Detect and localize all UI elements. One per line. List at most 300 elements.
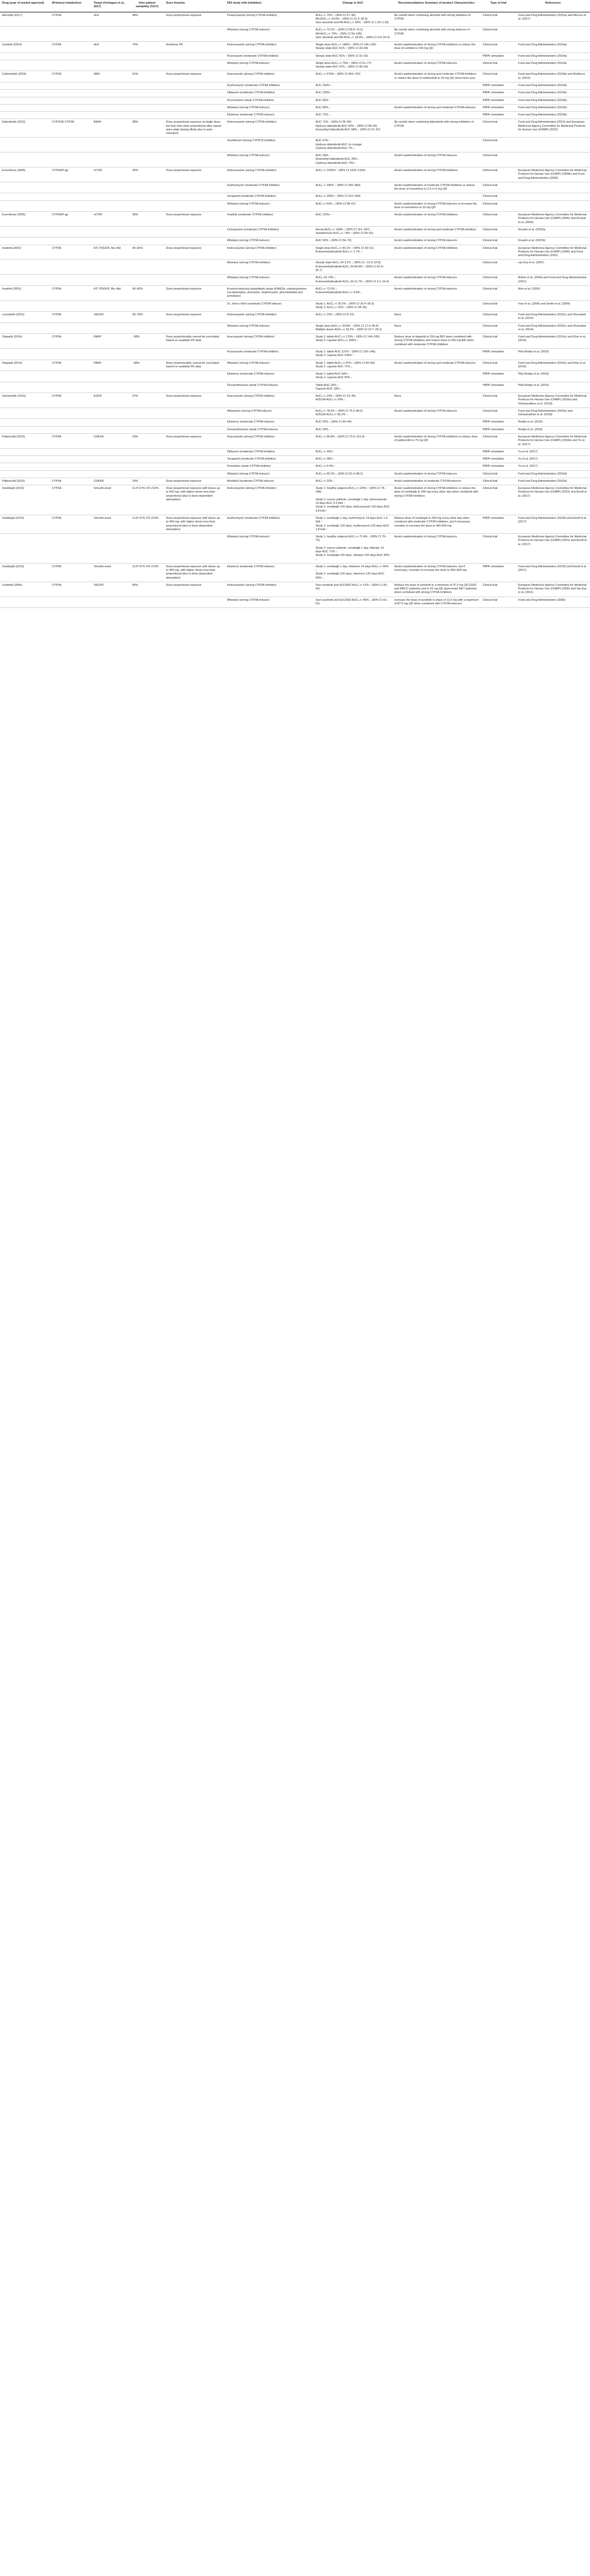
variability-cell: ~38% [130, 360, 164, 371]
reference-cell: Pilla Reddy et al. (2019) [516, 349, 590, 360]
target-cell [92, 238, 130, 245]
ddi-study-cell: St. John's Wort (moderate CYP3A inducer) [225, 300, 314, 312]
ddi-study-cell: Rifampin (strong CYP3A inducer) [225, 275, 314, 286]
variability-cell [130, 382, 164, 393]
recommendation-cell [392, 112, 481, 119]
ddi-study-cell: Itraconazole (strong CYP3A inhibitor) [225, 393, 314, 408]
header-ddi-study: DDI study with (inhibitor) [225, 0, 314, 12]
ddi-study-cell: Itraconazole (strong CYP3A inhibitor) [225, 334, 314, 349]
header-trial-type: Type of trial [481, 0, 516, 12]
reference-cell: Wen et al. (2006) [516, 285, 590, 300]
auc-change-cell: Sum sunitinib and SU12662 AUC₀-∞ 51% ↑ (90% CI 39–64) [313, 582, 392, 597]
table-row [0, 456, 590, 463]
trial-type-cell: Clinical trial [481, 226, 516, 238]
recommendation-cell: Be careful when combining dabrafenib with strong inhibitors of CYP3A [392, 119, 481, 138]
trial-type-cell: PBPK simulation [481, 515, 516, 533]
target-cell [92, 97, 130, 104]
reference-cell [516, 182, 590, 193]
recommendation-cell: None [392, 393, 481, 408]
dose-linearity-cell: Dose proportional exposure [164, 478, 225, 485]
drug-cell [0, 238, 50, 245]
reference-cell: Food and Drug Administration (2015a) and Morcos et al. (2017) [516, 12, 590, 27]
metabolism-cell [50, 238, 92, 245]
auc-change-cell: AUC₀-∞ 24% ↑ (90% CI 15–35) AZ5104 AUC₀-∞ 20% ↓ [313, 393, 392, 408]
ddi-study-cell: Posaconazole (strong CYP3A inhibitor) [225, 12, 314, 27]
dose-linearity-cell: Dose proportional exposure with doses up to 400 mg, with higher doses less than proportional (due to dose-dependent absorption) [164, 563, 225, 582]
dose-linearity-cell: Dose proportional exposure [164, 582, 225, 597]
trial-type-cell: PBPK simulation [481, 563, 516, 582]
variability-cell [130, 371, 164, 382]
ddi-study-cell: Imatinib (moderate CYP3A inhibitor) [225, 212, 314, 227]
trial-type-cell: PBPK simulation [481, 53, 516, 60]
auc-change-cell: AUC 47% ↑ Hydroxy-dabrafenib AUC no change Carboxy-dabrafenib AUC 7% ↓ [313, 138, 392, 152]
auc-change-cell: AUC 34% ↓ Desmethyl-dabrafenib AUC 30% ↓ Carboxy-dabrafenib AUC 73% ↑ [313, 152, 392, 167]
ddi-study-cell: Rifampin (strong CYP3A inducer) [225, 238, 314, 245]
ddi-study-cell: Rifampin (strong CYP3A inducer) [225, 360, 314, 371]
ddi-study-cell: Rifampin (strong CYP3A inducer) [225, 534, 314, 564]
ddi-study-cell: Rifampin (strong CYP3A inducer) [225, 27, 314, 42]
variability-cell: 36% [130, 167, 164, 182]
metabolism-cell [50, 597, 92, 608]
drug-cell [0, 382, 50, 393]
variability-cell: ~38% [130, 334, 164, 349]
dose-linearity-cell: Dose proportional exposure [164, 433, 225, 448]
recommendation-cell: Avoid coadministration of strong CYP3A inducers, but if necessary, consider to increase the dose to 400–600 mg [392, 563, 481, 582]
dose-linearity-cell: Dose proportional exposure [164, 71, 225, 82]
reference-cell: Pilla Reddy et al. (2019) [516, 382, 590, 393]
target-cell [92, 534, 130, 564]
dose-linearity-cell [164, 448, 225, 455]
reference-cell: Food and Drug Administration (2015f) and Einolf et al. (2017) [516, 563, 590, 582]
header-row [0, 0, 590, 12]
target-cell: MEK [92, 71, 130, 82]
target-cell: KIT, PDGFR, Bcr-Abl [92, 285, 130, 300]
recommendation-cell: Avoid coadministration of strong and moderate CYP3A inducers [392, 360, 481, 371]
drug-cell [0, 260, 50, 275]
target-cell: Smooth-ened [92, 485, 130, 515]
reference-cell: Yu et al. (2017) [516, 456, 590, 463]
metabolism-cell: CYP3A [50, 334, 92, 349]
table-row [0, 300, 590, 312]
variability-cell [130, 463, 164, 470]
trial-type-cell: Clinical trial [481, 300, 516, 312]
ddi-study-cell: Verapamil (moderate CYP3A inhibitor) [225, 456, 314, 463]
target-cell [92, 470, 130, 478]
recommendation-cell: Avoid coadministration of strong CYP3A inducers [392, 238, 481, 245]
recommendation-cell [392, 260, 481, 275]
metabolism-cell [50, 463, 92, 470]
recommendation-cell: Avoid coadministration of moderate CYP3A inhibitors or reduce the dose of everolimus to 2.5 or 5 mg QD [392, 182, 481, 193]
recommendation-cell [392, 349, 481, 360]
drug-cell [0, 323, 50, 334]
trial-type-cell: PBPK simulation [481, 112, 516, 119]
reference-cell: Kovarik et al. (2002a) [516, 226, 590, 238]
ddi-study-cell: Enzyme-inducing antiepileptic drugs (EIAEDs: carbamazepine, oxcarbazepine, phenytoin, fosphenytoin, phenobarbital and primidone) [225, 285, 314, 300]
drug-cell: Imatinib (2001) [0, 285, 50, 300]
reference-cell: Food and Drug Administration (2015f) and Einolf et al. (2017) [516, 515, 590, 533]
recommendation-cell [392, 426, 481, 433]
ddi-study-cell: Ketoconazole (strong CYP3A inhibitor) [225, 119, 314, 138]
drug-cell: Palbociclib (2015) [0, 433, 50, 448]
ddi-study-cell: Rifampin (strong CYP3A inducer) [225, 470, 314, 478]
ddi-study-cell: Efavirenz (moderate CYP3A inducer) [225, 419, 314, 426]
reference-cell: Food and Drug Administration (2013) and European Medicines Agency Committee for Medicinal Products for Human Use (CHMP) (2013) [516, 119, 590, 138]
auc-change-cell: AUC 42% ↓ (90% CI 40–44) [313, 419, 392, 426]
drug-cell [0, 371, 50, 382]
drug-cell [0, 349, 50, 360]
header-recommendations: Recommendations Summary of product Characteristics [392, 0, 481, 12]
target-cell: VEGFR [92, 582, 130, 597]
reference-cell: Yu et al. (2017) [516, 448, 590, 455]
drug-cell [0, 300, 50, 312]
dose-linearity-cell [164, 112, 225, 119]
ddi-study-cell: Fluconazole (moderate CYP3A inhibitor) [225, 349, 314, 360]
drug-cell [0, 226, 50, 238]
dose-linearity-cell: Dose proportional exposure [164, 312, 225, 323]
auc-change-cell: AUC₀-∞ 72.3% ↓ N-desmethylimatinib AUC₀-∞ 9.8% ↓ [313, 285, 392, 300]
target-cell [92, 463, 130, 470]
reference-cell [516, 152, 590, 167]
trial-type-cell: PBPK simulation [481, 97, 516, 104]
trial-type-cell: Clinical trial [481, 275, 516, 286]
trial-type-cell: Clinical trial [481, 42, 516, 53]
ddi-study-cell: Ritonavir (strong CYP3A inhibitor) [225, 260, 314, 275]
dose-linearity-cell [164, 90, 225, 97]
metabolism-cell [50, 371, 92, 382]
dose-linearity-cell [164, 53, 225, 60]
metabolism-cell: CYP3A [50, 42, 92, 53]
target-cell [92, 82, 130, 89]
trial-type-cell: Clinical trial [481, 119, 516, 138]
variability-cell [130, 275, 164, 286]
dose-linearity-cell: Dose proportionality cannot be concluded based on available PK data [164, 334, 225, 349]
target-cell: VEGFR [92, 312, 130, 323]
table-row [0, 275, 590, 286]
metabolism-cell [50, 53, 92, 60]
table-row [0, 104, 590, 111]
metabolism-cell [50, 138, 92, 152]
dose-linearity-cell [164, 104, 225, 111]
ddi-study-cell: Dexamethasone (weak CYP3A inducer) [225, 426, 314, 433]
dose-linearity-cell: Dose proportional exposure [164, 393, 225, 408]
table-row [0, 349, 590, 360]
ddi-study-cell: Rifampin (strong CYP3A inducer) [225, 200, 314, 212]
auc-change-cell: Study 1: tablet AUC 121% ↑ (90% CI 100–146) Study 2: capsule AUC 104% ↑ [313, 349, 392, 360]
ddi-study-cell: Ketoconazole (strong CYP3A inhibitor) [225, 582, 314, 597]
header-references: References [516, 0, 590, 12]
drug-cell [0, 112, 50, 119]
target-cell [92, 260, 130, 275]
trial-type-cell: Clinical trial [481, 71, 516, 82]
target-cell [92, 456, 130, 463]
recommendation-cell: Reduce the dose of sunitinib to a minimum of 37.5 mg QD (GIST and MRCC patients) and to 25 mg QD (pancreatic NET patients) when combined with strong CYP3A inhibitors [392, 582, 481, 597]
auc-change-cell: AUC 333% ↑ [313, 82, 392, 89]
variability-cell [130, 300, 164, 312]
drug-cell [0, 104, 50, 111]
target-cell [92, 382, 130, 393]
recommendation-cell: Avoid coadministration of strong and moderate CYP3A inducers [392, 104, 481, 111]
metabolism-cell [50, 382, 92, 393]
target-cell [92, 60, 130, 71]
reference-cell: Food and Drug Administration (2015b) [516, 82, 590, 89]
target-cell [92, 323, 130, 334]
table-row [0, 245, 590, 260]
table-row [0, 167, 590, 182]
table-row [0, 408, 590, 419]
auc-change-cell: AUC₀-∞ 40% ↑ [313, 448, 392, 455]
recommendation-cell: Increase the dose of sunitinib in steps of 12.5 mg with a maximum of 87.5 mg QD when combined with CYP3A inducers [392, 597, 481, 608]
metabolism-cell: CYP3A [50, 12, 92, 27]
metabolism-cell: CYP3A [50, 312, 92, 323]
reference-cell: European Medicines Agency Committee for Medicinal Products for Human Use (CHMP) (2006) and Food and Drug Administration (2001) [516, 245, 590, 260]
auc-change-cell: AUC₀-∞ 570% ↑ (90% CI 464–702) [313, 71, 392, 82]
table-row [0, 563, 590, 582]
metabolism-cell [50, 97, 92, 104]
trial-type-cell: Clinical trial [481, 27, 516, 42]
dose-linearity-cell [164, 323, 225, 334]
target-cell: Smooth-ened [92, 563, 130, 582]
target-cell [92, 200, 130, 212]
target-cell [92, 597, 130, 608]
dose-linearity-cell [164, 193, 225, 200]
variability-cell [130, 53, 164, 60]
table-header [0, 0, 590, 12]
table-row [0, 238, 590, 245]
ddi-study-cell: Ketoconazole (strong CYP3A inhibitor) [225, 485, 314, 515]
variability-cell: 36% [130, 212, 164, 227]
drug-cell [0, 27, 50, 42]
ddi-study-cell: Efavirenz (moderate CYP3A inducer) [225, 371, 314, 382]
metabolism-cell: CYP3A [50, 393, 92, 408]
variability-cell [130, 182, 164, 193]
drug-cell: Cobimetinib (2015) [0, 71, 50, 82]
metabolism-cell [50, 82, 92, 89]
drug-cell [0, 138, 50, 152]
variability-cell [130, 112, 164, 119]
metabolism-cell [50, 112, 92, 119]
recommendation-cell: Be careful when combining alectinib with strong inducers of CYP3A [392, 27, 481, 42]
auc-change-cell: AUC 72% ↓ [313, 112, 392, 119]
dose-linearity-cell [164, 463, 225, 470]
drug-cell: Everolimus (2009) [0, 167, 50, 182]
target-cell [92, 90, 130, 97]
recommendation-cell: Avoid coadministration of strong CYP3A inducers or increase the dose of everolimus to 20 mg QD [392, 200, 481, 212]
metabolism-cell: CYP3A/P-gp [50, 212, 92, 227]
recommendation-cell: Avoid coadministration of strong CYP3A inhibitors or reduce the dose of ceritinib to 150 mg QD [392, 42, 481, 53]
auc-change-cell: Neoral AUC₀-∞ 168% ↑ (90% CI 151–187) Sandimmune AUC₀-∞ 74% ↑ (90% CI 59–91) [313, 226, 392, 238]
metabolism-cell: CYP2C8/ CYP3A [50, 119, 92, 138]
trial-type-cell: PBPK simulation [481, 349, 516, 360]
reference-cell: Frye et al. (2004) and Smith et al. (2004) [516, 300, 590, 312]
variability-cell: CL/F 67% V/F 213% [130, 485, 164, 515]
recommendation-cell: Avoid coadministration of strong CYP3A inducers [392, 470, 481, 478]
reference-cell: Food and Drug Administration (2015b) [516, 104, 590, 111]
drug-cell: Sunitinib (2006) [0, 582, 50, 597]
recommendation-cell: Avoid coadministration of strong CYP3A inducers [392, 408, 481, 419]
table-row [0, 71, 590, 82]
auc-change-cell: AUC₀-24 74% ↓ N-desmethylimatinib AUC₀-24 11.7% ↓ (90% CI 3.2–19.4) [313, 275, 392, 286]
metabolism-cell [50, 27, 92, 42]
recommendation-cell: Avoid coadministration of strong CYP3A inducers [392, 285, 481, 300]
header-dose-linearity: Dose linearity [164, 0, 225, 12]
dose-linearity-cell: Nonlinear PK [164, 42, 225, 53]
drug-cell [0, 97, 50, 104]
ddi-study-cell: Rifampin (strong CYP3A inducer) [225, 597, 314, 608]
dose-linearity-cell [164, 419, 225, 426]
auc-change-cell: AUC 83% ↑ [313, 97, 392, 104]
metabolism-cell [50, 152, 92, 167]
auc-change-cell: AUC₀-∞ 73.2% ↓ (90% CI 69.8–76.2) M4 AUC₀-∞ 79% ↑ (90% CI 56–105) Sum alectinib and M4 AUC₀-∞ 18.6% ↓ (90% CI 9.9–26.4) [313, 27, 392, 42]
drug-cell [0, 448, 50, 455]
trial-type-cell: Clinical trial [481, 182, 516, 193]
trial-type-cell: Clinical trial [481, 334, 516, 349]
auc-change-cell: AUC 210% ↑ [313, 212, 392, 227]
table-row [0, 515, 590, 533]
variability-cell [130, 152, 164, 167]
table-row [0, 323, 590, 334]
metabolism-cell [50, 226, 92, 238]
reference-cell: Food and Drug Administration (2015d) [516, 478, 590, 485]
recommendation-cell: Reduce dose of sonidegib to 200 mg every other day when combined with moderate CYP3A inhibitors, but if necessary, consider to increase the dose to 400-600 mg [392, 515, 481, 533]
dose-linearity-cell [164, 349, 225, 360]
auc-change-cell: AUC₀-∞ 78.3% ↓ (90% CI 76.2–80.5) AZ5104 AUC₀-∞ 82.2% ↓ [313, 408, 392, 419]
recommendation-cell: Avoid coadministration of strong CYP3A inhibitors or reduce dose of palbociclib to 75 mg QD [392, 433, 481, 448]
ddi-table [0, 0, 590, 608]
recommendation-cell [392, 456, 481, 463]
drug-cell [0, 419, 50, 426]
drug-cell [0, 53, 50, 60]
header-drug: Drug (year of market approval) [0, 0, 50, 12]
target-cell [92, 371, 130, 382]
dose-linearity-cell [164, 138, 225, 152]
drug-cell [0, 456, 50, 463]
trial-type-cell: PBPK simulation [481, 426, 516, 433]
recommendation-cell [392, 53, 481, 60]
target-cell: mTOR [92, 167, 130, 182]
table-body [0, 12, 590, 608]
reference-cell: Food and Drug Administration (2014a) [516, 60, 590, 71]
drug-cell: Sonidegib (2015) [0, 485, 50, 515]
dose-linearity-cell [164, 27, 225, 42]
dose-linearity-cell [164, 426, 225, 433]
table-row [0, 463, 590, 470]
trial-type-cell: Clinical trial [481, 478, 516, 485]
ddi-study-cell: Efavirenz (moderate CYP3A inducer) [225, 112, 314, 119]
table-row [0, 42, 590, 53]
reference-cell: European Medicines Agency Committee for Medicinal Products for Human Use (CHMP) (2015) and Einolf et al. (2017) [516, 485, 590, 515]
dose-linearity-cell: Dose proportional exposure [164, 12, 225, 27]
variability-cell: CL/F 67% V/F 213% [130, 515, 164, 533]
table-row [0, 226, 590, 238]
table-row [0, 382, 590, 393]
trial-type-cell: Clinical trial [481, 582, 516, 597]
dose-linearity-cell [164, 456, 225, 463]
variability-cell: 39–78% [130, 312, 164, 323]
ddi-study-cell: Ketoconazole (strong CYP3A inhibitor) [225, 312, 314, 323]
metabolism-cell [50, 426, 92, 433]
trial-type-cell: Clinical trial [481, 138, 516, 152]
metabolism-cell [50, 470, 92, 478]
dose-linearity-cell [164, 260, 225, 275]
ddi-study-cell: Verapamil (moderate CYP3A inhibitor) [225, 193, 314, 200]
reference-cell: Food and Drug Administration (2014a) [516, 53, 590, 60]
recommendation-cell [392, 448, 481, 455]
recommendation-cell [392, 138, 481, 152]
variability-cell [130, 138, 164, 152]
dose-linearity-cell [164, 597, 225, 608]
target-cell [92, 112, 130, 119]
table-row [0, 285, 590, 300]
trial-type-cell: Clinical trial [481, 485, 516, 515]
trial-type-cell: PBPK simulation [481, 82, 516, 89]
ddi-study-cell: Fluconazole (moderate CYP3A inhibitor) [225, 53, 314, 60]
recommendation-cell: Avoid coadministration of strong CYP3A inducers [392, 534, 481, 564]
table-row [0, 470, 590, 478]
table-row [0, 27, 590, 42]
trial-type-cell: Clinical trial [481, 470, 516, 478]
metabolism-cell [50, 456, 92, 463]
recommendation-cell [392, 463, 481, 470]
variability-cell: CL/F 67% V/F 213% [130, 563, 164, 582]
dose-linearity-cell: Dose proportional exposure [164, 167, 225, 182]
dose-linearity-cell [164, 275, 225, 286]
trial-type-cell: Clinical trial [481, 312, 516, 323]
drug-cell: Lenvatinib (2015) [0, 312, 50, 323]
table-row [0, 426, 590, 433]
auc-change-cell: AUC 24% ↓ [313, 426, 392, 433]
recommendation-cell [392, 300, 481, 312]
variability-cell [130, 260, 164, 275]
auc-change-cell: Study 1: tablet AUC₀-∞ 87% ↓ (90% CI 84–89) Study 2: capsule AUC 71% ↓ [313, 360, 392, 371]
reference-cell: Reddy et al. (2018) [516, 419, 590, 426]
trial-type-cell: PBPK simulation [481, 382, 516, 393]
recommendation-cell [392, 419, 481, 426]
recommendation-cell: None [392, 323, 481, 334]
trial-type-cell: Clinical trial [481, 152, 516, 167]
ddi-study-cell: Ketoconazole (strong CYP3A inhibitor) [225, 42, 314, 53]
reference-cell: Food and Drug Administration (2015b) [516, 97, 590, 104]
metabolism-cell [50, 260, 92, 275]
variability-cell [130, 534, 164, 564]
trial-type-cell: Clinical trial [481, 433, 516, 448]
target-cell [92, 104, 130, 111]
table-row [0, 478, 590, 485]
target-cell [92, 349, 130, 360]
auc-change-cell: AUC₀-∞ 32% ↓ [313, 478, 392, 485]
auc-change-cell: AUC₀-∞ 0.4% ↑ [313, 463, 392, 470]
variability-cell [130, 104, 164, 111]
header-change-auc: Change in AUC [313, 0, 392, 12]
variability-cell [130, 200, 164, 212]
table-row [0, 60, 590, 71]
trial-type-cell: Clinical trial [481, 193, 516, 200]
target-cell [92, 27, 130, 42]
metabolism-cell [50, 182, 92, 193]
reference-cell: European Medicines Agency Committee for Medicinal Products for Human Use (CHMP) (2005) and Kovarik et al. (2005) [516, 212, 590, 227]
drug-cell: Sonidegib (2015) [0, 563, 50, 582]
metabolism-cell: CYP3A [50, 71, 92, 82]
variability-cell [130, 27, 164, 42]
auc-change-cell: Study 1: healthy subjects AUC₀-∞ 125% ↑ (90% CI 78–186) Study 2: cancer patients, sonidegib 1 day, ketoconazole 14 days AUC 2.2-fold ↑ Study 3: sonidegib 120 days, ketoconazole 120 days AUC 3.8-fold ↑ [313, 485, 392, 515]
table-row [0, 200, 590, 212]
recommendation-cell [392, 371, 481, 382]
variability-cell: 29% [130, 433, 164, 448]
target-cell [92, 426, 130, 433]
auc-change-cell: Study 1: sonidegib 1 day, erythromycin 14 days AUC 1.4-fold ↑ Study 2: sonidegib 120 days, erythromycin 120 days AUC 1.8-fold ↑ [313, 515, 392, 533]
table-row [0, 260, 590, 275]
drug-cell [0, 426, 50, 433]
auc-change-cell: AUC₀-∞ 86.8% ↑ (90% CI 72.9–101.9) [313, 433, 392, 448]
